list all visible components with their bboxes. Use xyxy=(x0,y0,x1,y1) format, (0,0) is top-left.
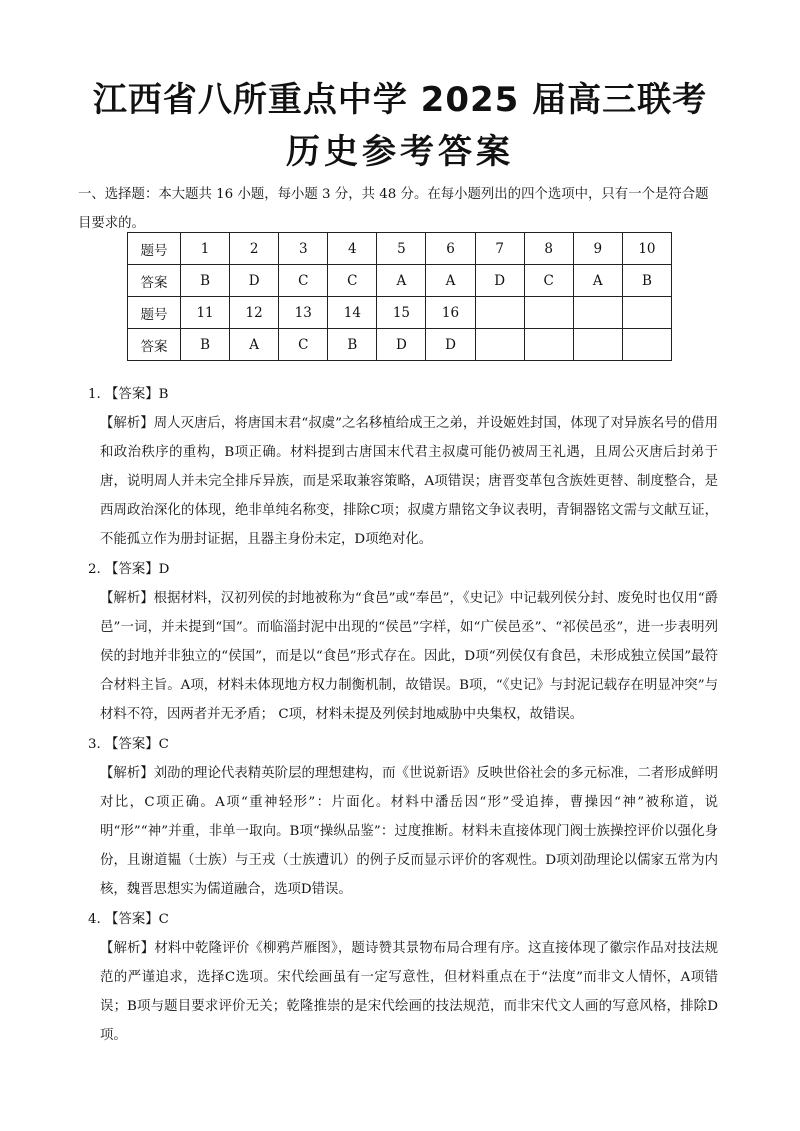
table-cell xyxy=(573,297,622,329)
intro-line: 一、选择题：本大题共 16 小题，每小题 3 分，共 48 分。在每小题列出的四个选项中，只有一个是符合题 xyxy=(78,187,709,202)
table-cell: D xyxy=(377,329,426,361)
table-cell: 15 xyxy=(377,297,426,329)
table-cell xyxy=(524,329,573,361)
answer-tag: 【答案】C xyxy=(105,912,169,927)
answer-line xyxy=(88,730,718,759)
table-header-cell: 答案 xyxy=(128,329,181,361)
table-cell: 1 xyxy=(181,233,230,265)
question-block xyxy=(88,905,718,1050)
table-cell: 4 xyxy=(328,233,377,265)
question-number: 4. xyxy=(88,912,101,927)
table-cell: 16 xyxy=(426,297,475,329)
table-cell: 8 xyxy=(524,233,573,265)
table-cell: A xyxy=(230,329,279,361)
answer-line xyxy=(88,905,718,934)
question-number: 2. xyxy=(88,562,101,577)
table-cell: D xyxy=(475,265,524,297)
table-cell: C xyxy=(524,265,573,297)
table-cell: 14 xyxy=(328,297,377,329)
table-cell: B xyxy=(181,329,230,361)
table-cell: 5 xyxy=(377,233,426,265)
table-header-cell: 题号 xyxy=(128,297,181,329)
analysis-text: 【解析】刘劭的理论代表精英阶层的理想建构，而《世说新语》反映世俗社会的多元标准，二者形成鲜明对比，C项正确。A项“重神轻形”：片面化。材料中潘岳因“形”受追捧，曹操因“神”被称道，说明“形”“神”并重，非单一取向。B项“操纵品鉴”：过度推断。材料未直接体现门阀士族操控评价以强化身份，且谢道韫（士族）与王戎（士族遭讥）的例子反而显示评价的客观性。D项刘劭理论以儒家五常为内核，魏晋思想实为儒道融合，选项D错误。 xyxy=(100,766,718,897)
table-cell: C xyxy=(279,265,328,297)
question-number: 3. xyxy=(88,737,101,752)
table-cell: 11 xyxy=(181,297,230,329)
answer-line xyxy=(88,555,718,584)
table-row xyxy=(128,265,672,297)
intro-line: 目要求的。 xyxy=(78,216,145,231)
table-cell: 9 xyxy=(573,233,622,265)
answer-tag: 【答案】C xyxy=(105,737,169,752)
answer-tag: 【答案】B xyxy=(105,387,169,402)
analysis-text: 【解析】材料中乾隆评价《柳鸦芦雁图》，题诗赞其景物布局合理有序。这直接体现了徽宗作品对技法规范的严谨追求，选择C选项。宋代绘画虽有一定写意性，但材料重点在于“法度”而非文人情怀，A项错误；B项与题目要求评价无关；乾隆推崇的是宋代绘画的技法规范，而非宋代文人画的写意风格，排除D项。 xyxy=(100,941,718,1043)
table-cell: 10 xyxy=(622,233,671,265)
table-cell: 2 xyxy=(230,233,279,265)
table-cell: D xyxy=(426,329,475,361)
table-cell: 12 xyxy=(230,297,279,329)
table-row xyxy=(128,329,672,361)
exam-title: 江西省八所重点中学 2025 届高三联考 xyxy=(92,80,708,120)
answer-table xyxy=(127,232,672,361)
table-cell xyxy=(622,297,671,329)
table-cell: C xyxy=(279,329,328,361)
analysis-text: 【解析】周人灭唐后，将唐国末君“叔虞”之名移植给成王之弟，并设姬姓封国，体现了对异族名号的借用和政治秩序的重构，B项正确。材料提到古唐国末代君主叔虞可能仍被周王礼遇，且周公灭唐后封弟于唐，说明周人并未完全排斥异族，而是采取兼容策略，A项错误；唐晋变革包含族姓更替、制度整合，是西周政治深化的体现，绝非单纯名称变，排除C项；叔虞方鼎铭文争议表明，青铜器铭文需与文献互证，不能孤立作为册封证据，且器主身份未定，D项绝对化。 xyxy=(100,416,718,547)
table-cell: 3 xyxy=(279,233,328,265)
exam-subtitle: 历史参考答案 xyxy=(286,132,514,172)
table-cell xyxy=(573,329,622,361)
table-header-cell: 答案 xyxy=(128,265,181,297)
table-row xyxy=(128,233,672,265)
table-cell: 7 xyxy=(475,233,524,265)
question-block xyxy=(88,380,718,554)
table-cell: C xyxy=(328,265,377,297)
table-cell: D xyxy=(230,265,279,297)
question-block xyxy=(88,730,718,904)
table-cell: A xyxy=(573,265,622,297)
section-intro xyxy=(78,180,726,238)
table-cell: 6 xyxy=(426,233,475,265)
table-cell xyxy=(475,329,524,361)
table-cell: 13 xyxy=(279,297,328,329)
table-cell: B xyxy=(622,265,671,297)
table-cell: B xyxy=(181,265,230,297)
question-number: 1. xyxy=(88,387,101,402)
answer-explanations xyxy=(88,380,718,1051)
table-header-cell: 题号 xyxy=(128,233,181,265)
question-block xyxy=(88,555,718,729)
answer-line xyxy=(88,380,718,409)
answer-tag: 【答案】D xyxy=(105,562,170,577)
table-cell xyxy=(622,329,671,361)
table-cell: B xyxy=(328,329,377,361)
table-row xyxy=(128,297,672,329)
table-cell: A xyxy=(377,265,426,297)
analysis-text: 【解析】根据材料，汉初列侯的封地被称为“食邑”或“奉邑”，《史记》中记载列侯分封、废免时也仅用“爵邑”一词，并未提到“国”。而临淄封泥中出现的“侯邑”字样，如“广侯邑丞”、“祁侯邑丞”，进一步表明列侯的封地并非独立的“侯国”，而是以“食邑”形式存在。因此，D项“列侯仅有食邑，未形成独立侯国”最符合材料主旨。A项，材料未体现地方权力制衡机制，故错误。B项，“《史记》与封泥记载存在明显冲突”与材料不符，因两者并无矛盾； C项，材料未提及列侯封地威胁中央集权，故错误。 xyxy=(100,591,718,722)
table-cell xyxy=(524,297,573,329)
table-cell xyxy=(475,297,524,329)
table-cell: A xyxy=(426,265,475,297)
